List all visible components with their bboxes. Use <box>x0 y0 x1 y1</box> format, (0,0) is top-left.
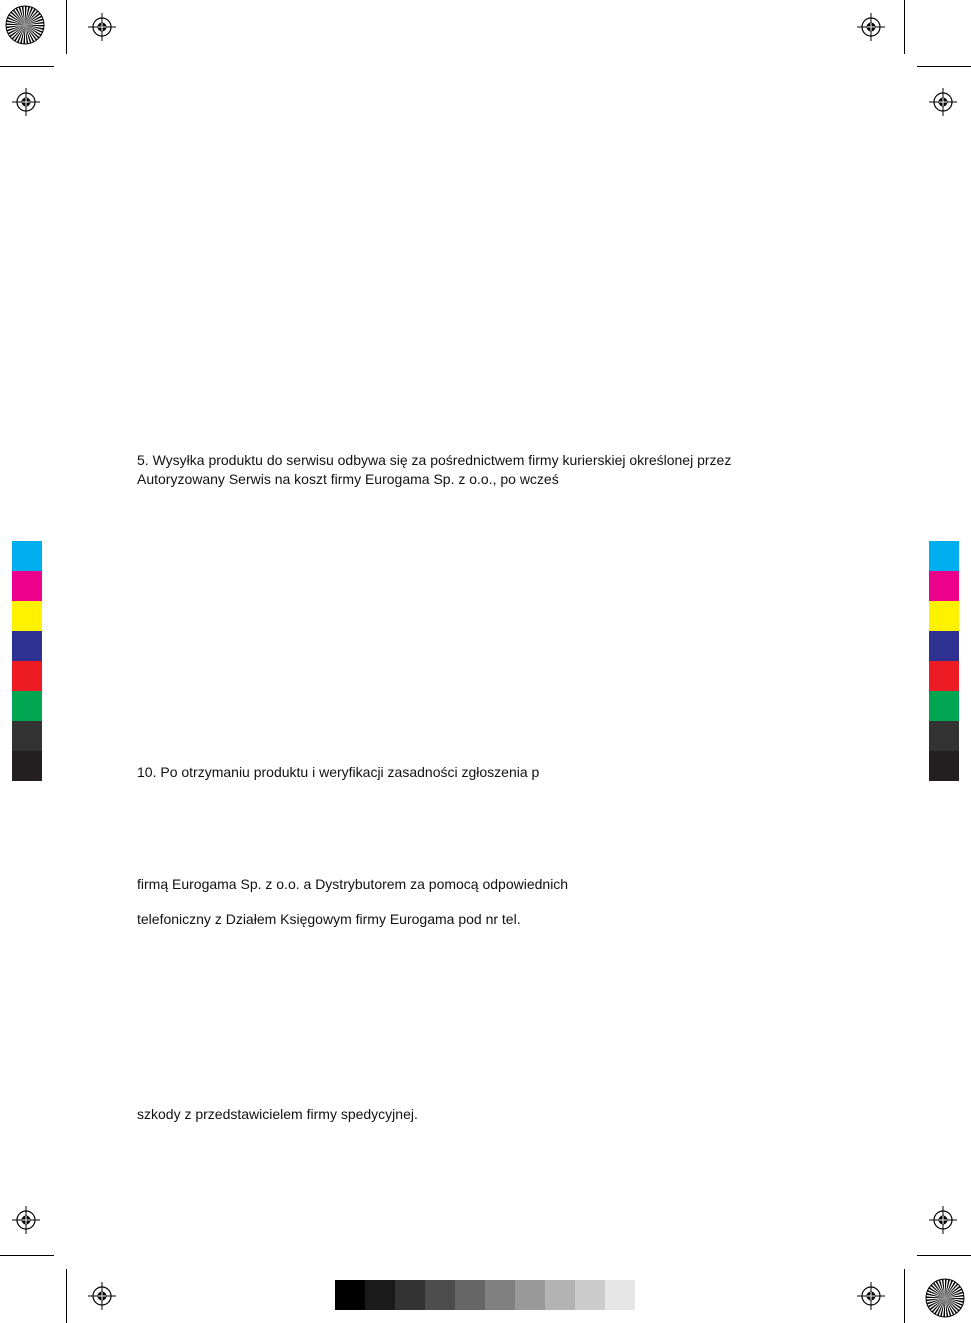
paragraph-5-line-1: 5. Wysyłka produktu do serwisu odbywa się za pośrednictwem firmy kurierskiej określonej przez <box>137 452 732 468</box>
star-target-icon <box>925 1278 965 1318</box>
gray-swatch <box>455 1280 485 1310</box>
registration-target-icon <box>12 1206 40 1234</box>
color-control-bar-right <box>929 541 959 781</box>
registration-target-icon <box>857 13 885 41</box>
paragraph-5-line-2: Autoryzowany Serwis na koszt firmy Eurogama Sp. z o.o., po wcześ <box>137 471 559 487</box>
paragraph-10-line-1: 10. Po otrzymaniu produktu i weryfikacji zasadności zgłoszenia p <box>137 764 540 780</box>
color-swatch <box>12 691 42 721</box>
color-swatch <box>12 541 42 571</box>
color-swatch <box>12 661 42 691</box>
color-swatch <box>929 691 959 721</box>
registration-target-icon <box>929 1206 957 1234</box>
registration-target-icon <box>12 88 40 116</box>
color-control-bar-left <box>12 541 42 781</box>
star-target-icon <box>5 5 45 45</box>
gray-swatch <box>545 1280 575 1310</box>
color-swatch <box>929 571 959 601</box>
gray-swatch <box>395 1280 425 1310</box>
registration-target-icon <box>88 13 116 41</box>
gray-swatch <box>575 1280 605 1310</box>
color-swatch <box>12 571 42 601</box>
color-swatch <box>12 721 42 751</box>
gray-swatch <box>425 1280 455 1310</box>
gray-swatch <box>605 1280 635 1310</box>
registration-target-icon <box>88 1282 116 1310</box>
text-line-eurogama-distributor: firmą Eurogama Sp. z o.o. a Dystrybutorem za pomocą odpowiednich <box>137 876 569 892</box>
crop-mark <box>904 1269 905 1323</box>
gray-swatch <box>335 1280 365 1310</box>
gray-swatch <box>515 1280 545 1310</box>
crop-mark <box>904 0 905 54</box>
text-line-accounting-phone: telefoniczny z Działem Księgowym firmy Eurogama pod nr tel. <box>137 911 521 927</box>
gray-swatch <box>485 1280 515 1310</box>
grayscale-control-bar <box>335 1280 635 1310</box>
crop-mark <box>66 0 67 54</box>
color-swatch <box>929 541 959 571</box>
crop-mark <box>917 1255 971 1256</box>
crop-mark <box>917 66 971 67</box>
crop-mark <box>0 1255 54 1256</box>
color-swatch <box>12 601 42 631</box>
registration-target-icon <box>857 1282 885 1310</box>
crop-mark <box>66 1269 67 1323</box>
gray-swatch <box>365 1280 395 1310</box>
color-swatch <box>12 631 42 661</box>
color-swatch <box>929 631 959 661</box>
color-swatch <box>929 661 959 691</box>
crop-mark <box>0 66 54 67</box>
registration-target-icon <box>929 88 957 116</box>
color-swatch <box>12 751 42 781</box>
text-line-damage-report: szkody z przedstawicielem firmy spedycyjnej. <box>137 1106 418 1122</box>
color-swatch <box>929 751 959 781</box>
color-swatch <box>929 601 959 631</box>
color-swatch <box>929 721 959 751</box>
